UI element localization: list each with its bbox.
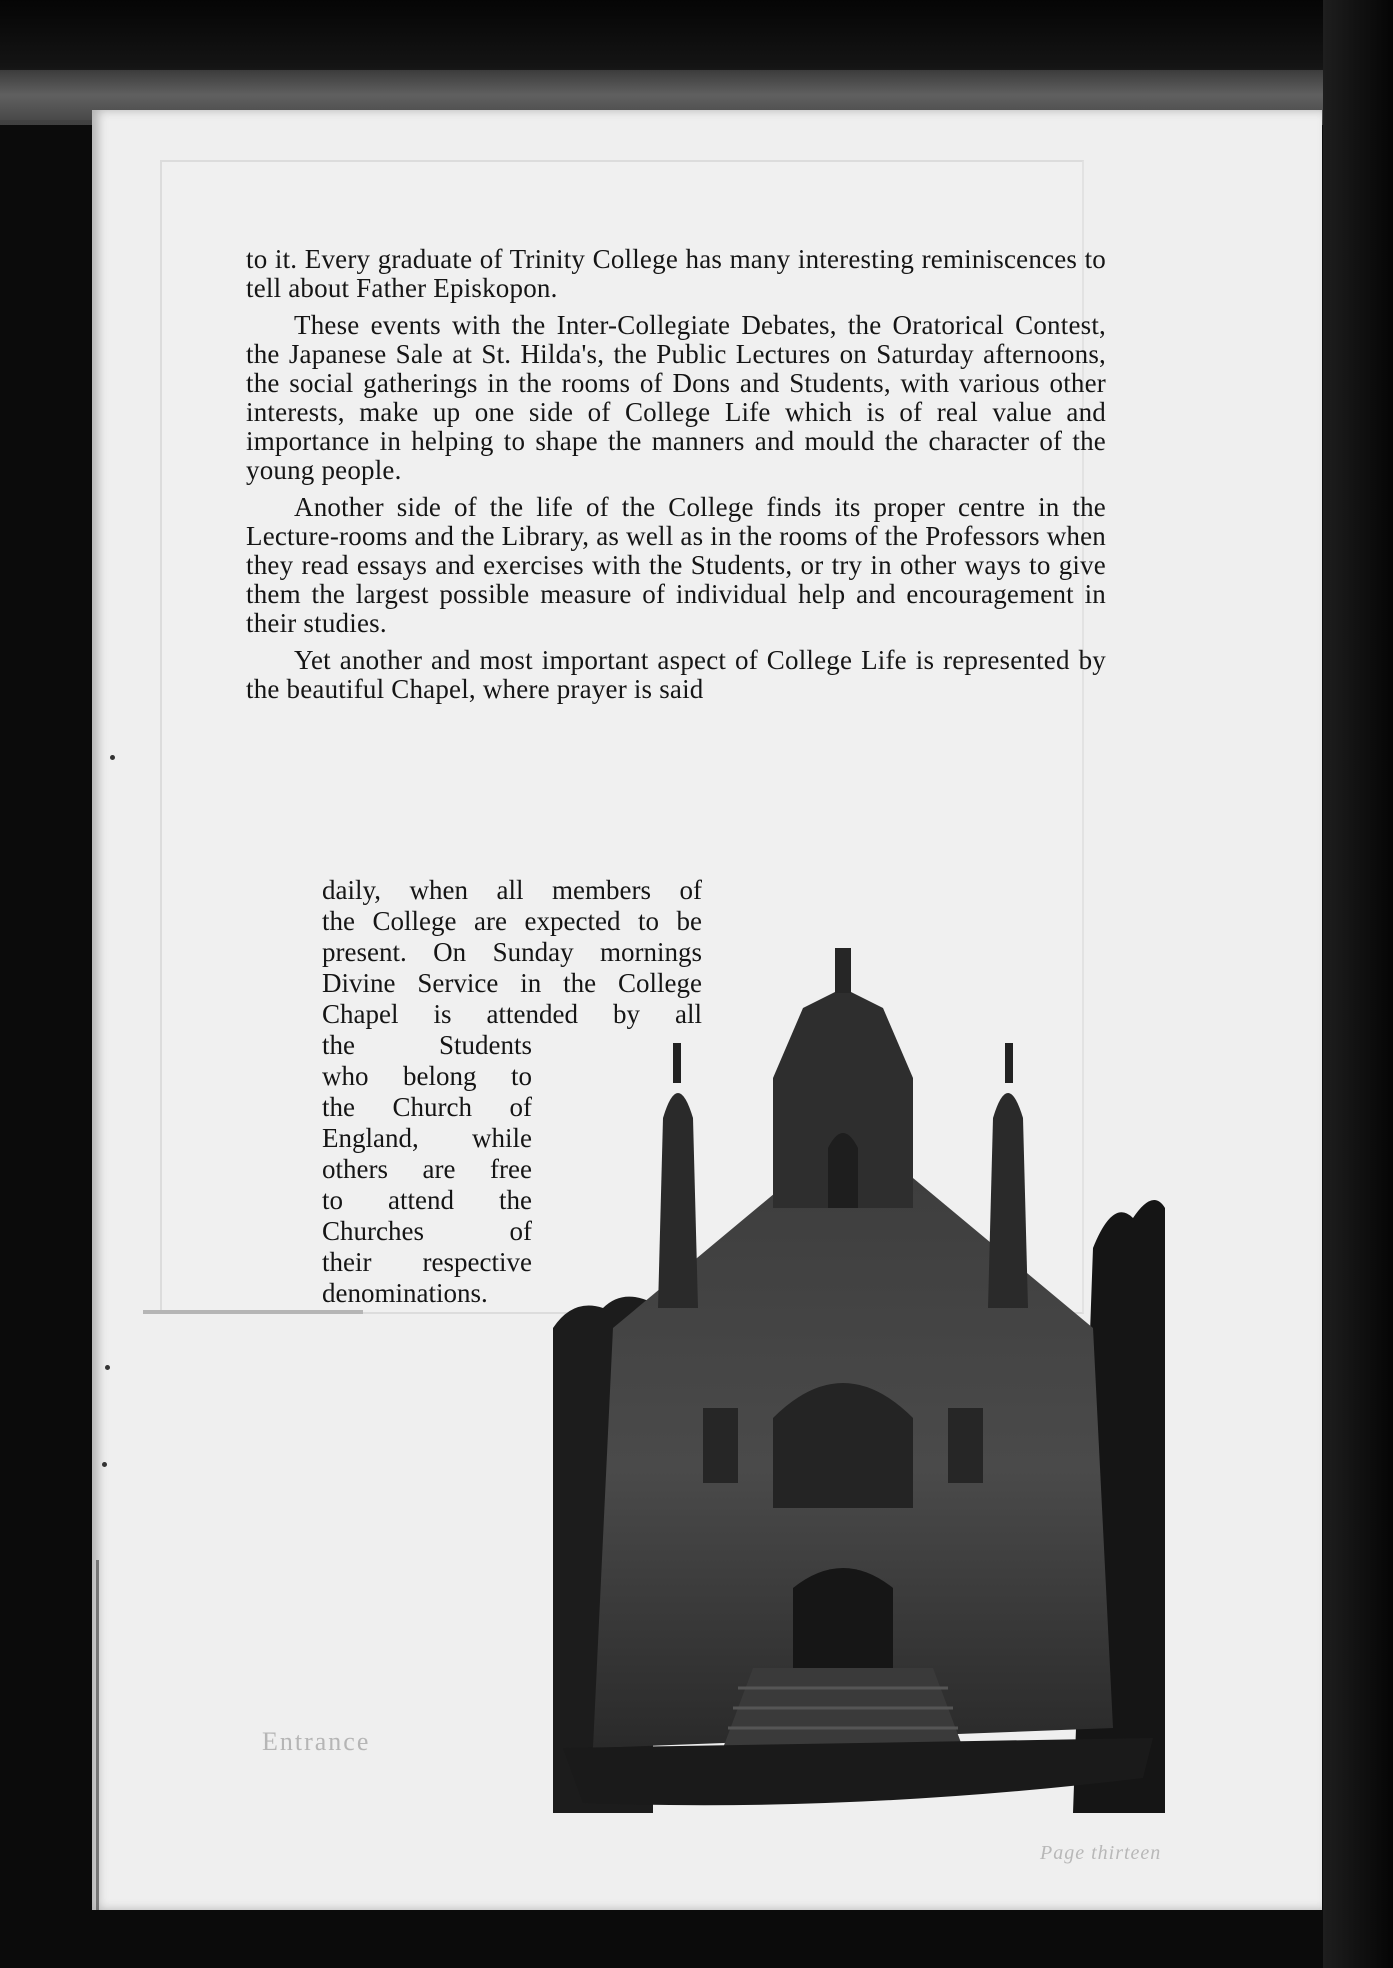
ground-vignette [563,1738,1153,1805]
chapel-photograph [553,948,1165,1813]
plate-rule [143,1310,363,1314]
wrap-line: the Church of [322,1092,532,1122]
doorway [793,1568,893,1668]
turret-right [988,1093,1028,1308]
wrap-line: present. On Sunday mornings [322,937,702,967]
wrap-line: England, while [322,1123,532,1153]
paragraph-1: to it. Every graduate of Trinity College has many interesting reminiscences to tell about Father Episkopon. [246,244,1106,303]
wrap-line: denominations. [322,1278,488,1308]
turret-left [658,1093,698,1308]
wrap-line: who belong to [322,1061,532,1091]
main-window [773,1383,913,1508]
wrap-line: Divine Service in the College [322,968,702,998]
paragraph-3: Another side of the life of the College finds its proper centre in the Lecture-rooms and the Library, as well as in the rooms of the Professors when they read essays and exercises with the Students, or try in other ways to give them the largest possible measure of individual help and encouragement in their studies. [246,492,1106,638]
wrap-line: Churches of [322,1216,532,1246]
scan-speck [105,1365,110,1370]
wrap-line: daily, when all members of [322,875,702,905]
wrap-line: to attend the [322,1185,532,1215]
gable-window [828,1133,858,1208]
scan-speck [110,755,115,760]
paragraph-2: These events with the Inter-Collegiate Debates, the Oratorical Contest, the Japanese Sale at St. Hilda's, the Public Lectures on Saturday afternoons, the social gatherings in the rooms of Dons and Students, with various other interests, make up one side of College Life which is of real value and importance in helping to shape the manners and mould the character of the young people. [246,310,1106,485]
wrap-line: others are free [322,1154,532,1184]
gutter-line [96,1560,99,1910]
scan-right-border [1323,0,1393,1968]
photo-caption: Entrance [262,1727,371,1756]
wrap-line: Chapel is attended by all [322,999,702,1029]
paragraph-4: Yet another and most important aspect of College Life is represented by the beautiful Chapel, where prayer is said [246,645,1106,704]
page-number: Page thirteen [1040,1842,1162,1864]
scan-speck [102,1462,107,1467]
wrap-line: the Students [322,1030,532,1060]
wrap-line: the College are expected to be [322,906,702,936]
body-text [246,245,1106,712]
wrap-line: their respective [322,1247,532,1277]
